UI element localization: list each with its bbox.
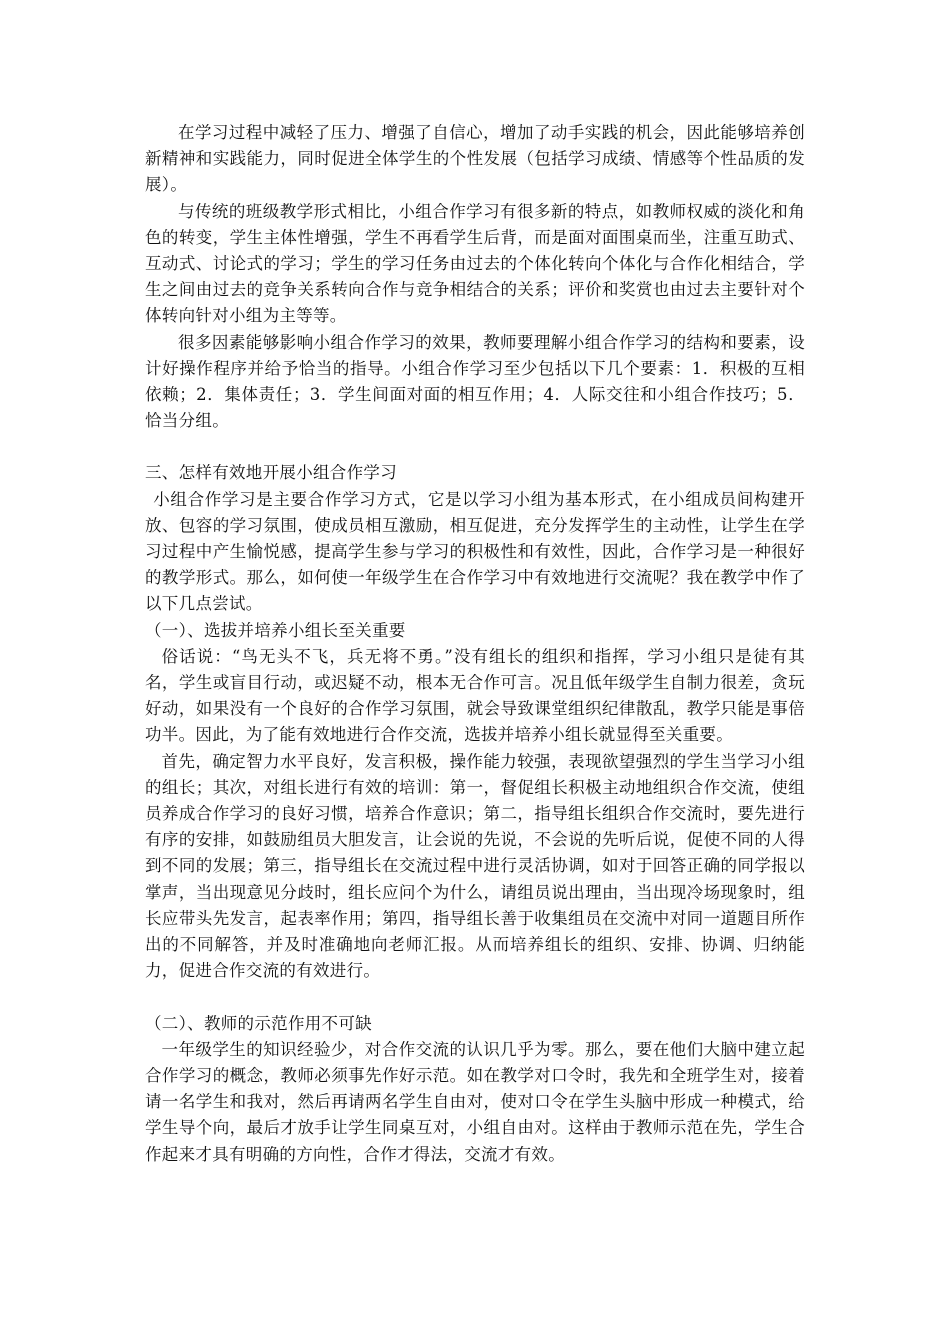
paragraph-stress-relief: 在学习过程中减轻了压力、增强了自信心，增加了动手实践的机会，因此能够培养创新精神和实践能力，同时促进全体学生的个性发展（包括学习成绩、情感等个性品质的发展）。	[145, 123, 805, 195]
subsection-heading-1: （一）、选拔并培养小组长至关重要	[145, 620, 406, 640]
section-heading-3: 三、怎样有效地开展小组合作学习	[145, 463, 397, 483]
paragraph-group-learning: 小组合作学习是主要合作学习方式，它是以学习小组为基本形式，在小组成员间构建开放、包容的学习氛围，使成员相互激励，相互促进，充分发挥学生的主动性，让学生在学习过程中产生愉悦感，提高学生参与学习的积极性和有效性，因此，合作学习是一种很好的教学形式。那么，如何使一年级学生在合作学习中有效地进行交流呢？我在教学中作了以下几点尝试。	[145, 489, 805, 614]
paragraph-new-features: 与传统的班级教学形式相比，小组合作学习有很多新的特点，如教师权威的淡化和角色的转变，学生主体性增强，学生不再看学生后背，而是面对面围桌而坐，注重互助式、互动式、讨论式的学习；学生的学习任务由过去的个体化转向个体化与合作化相结合，学生之间由过去的竞争关系转向合作与竞争相结合的关系；评价和奖赏也由过去主要针对个体转向针对小组为主等等。	[145, 201, 805, 326]
paragraph-group-leader-training: 首先，确定智力水平良好，发言积极，操作能力较强，表现欲望强烈的学生当学习小组的组长；其次，对组长进行有效的培训：第一，督促组长积极主动地组织合作交流，使组员养成合作学习的良好习惯，培养合作意识；第二，指导组长组织合作交流时，要先进行有序的安排，如鼓励组员大胆发言，让会说的先说，不会说的先听后说，促使不同的人得到不同的发展；第三，指导组长在交流过程中进行灵活协调，如对于回答正确的同学报以掌声，当出现意见分歧时，组长应问个为什么，请组员说出理由，当出现冷场现象时，组长应带头先发言，起表率作用；第四，指导组长善于收集组员在交流中对同一道题目所作出的不同解答，并及时准确地向老师汇报。从而培养组长的组织、安排、协调、归纳能力，促进合作交流的有效进行。	[145, 751, 805, 981]
paragraph-key-elements: 很多因素能够影响小组合作学习的效果，教师要理解小组合作学习的结构和要素，设计好操作程序并给予恰当的指导。小组合作学习至少包括以下几个要素：1．积极的互相依赖；2．集体责任；3．学生间面对面的相互作用；4．人际交往和小组合作技巧；5．恰当分组。	[145, 332, 805, 431]
paragraph-proverb: 俗话说：“鸟无头不飞，兵无将不勇。”没有组长的组织和指挥，学习小组只是徒有其名，学生或盲目行动，或迟疑不动，根本无合作可言。况且低年级学生自制力很差，贪玩好动，如果没有一个良好的合作学习氛围，就会导致课堂组织纪律散乱，教学只能是事倍功半。因此，为了能有效地进行合作交流，选拔并培养小组长就显得至关重要。	[145, 646, 805, 745]
blank-line	[145, 434, 805, 460]
paragraph-teacher-demo: 一年级学生的知识经验少，对合作交流的认识几乎为零。那么，要在他们大脑中建立起合作学习的概念，教师必须事先作好示范。如在教学对口令时，我先和全班学生对，接着请一名学生和我对，然后再请两名学生自由对，使对口令在学生头脑中形成一种模式，给学生导个向，最后才放手让学生同桌互对，小组自由对。这样由于教师示范在先，学生合作起来才具有明确的方向性，合作才得法，交流才有效。	[145, 1039, 805, 1164]
subsection-heading-2: （二）、教师的示范作用不可缺	[145, 1013, 372, 1033]
document-body	[145, 120, 805, 1168]
blank-line	[145, 985, 805, 1011]
